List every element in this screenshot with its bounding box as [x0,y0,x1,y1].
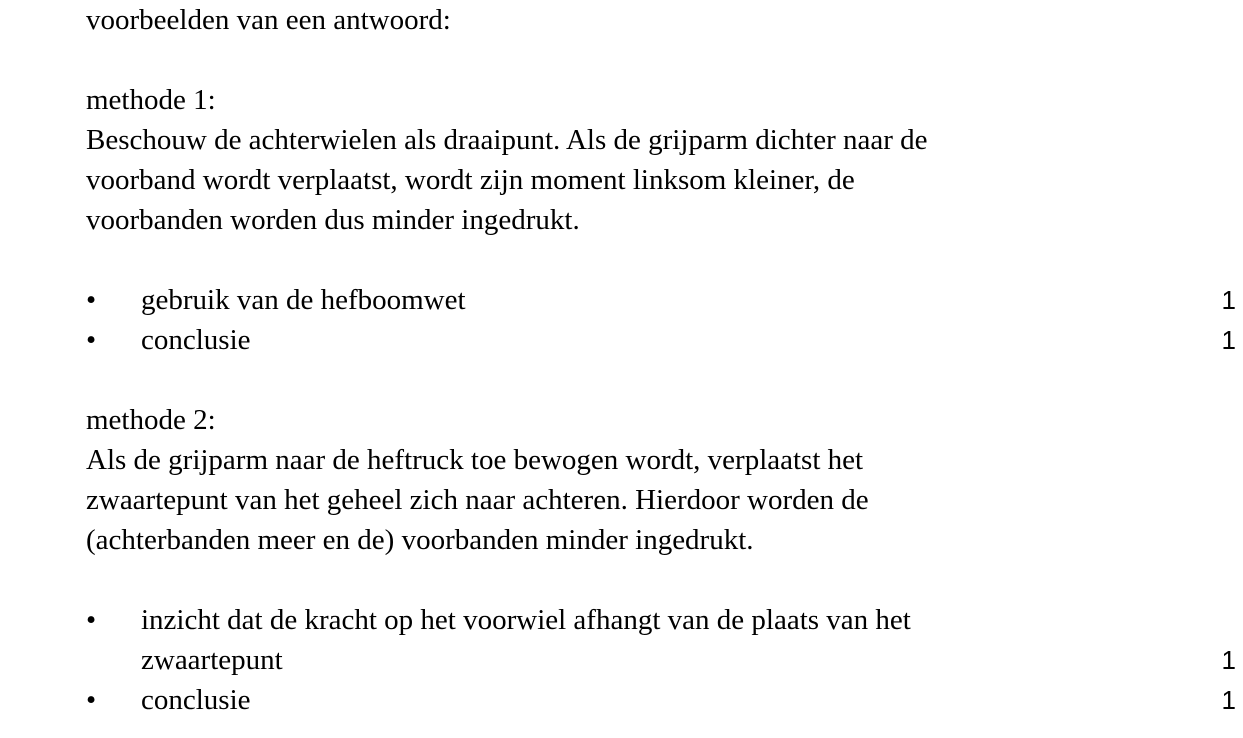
bullet-icon: • [86,684,97,716]
method-1-heading: methode 1: [86,84,216,116]
scoring-criterion [86,600,1236,680]
criterion-line: conclusie [141,684,251,716]
scoring-criterion [86,680,1236,720]
bullet-icon: • [86,284,97,316]
method-1-line-2: voorband wordt verplaatst, wordt zijn moment linksom kleiner, de [86,164,855,196]
spacer [86,360,1236,400]
method-1-line-3: voorbanden worden dus minder ingedrukt. [86,204,580,236]
criterion-line: conclusie [141,324,251,356]
method-1-section [86,80,1236,360]
criterion-points: 1 [1221,285,1236,315]
criterion-text [141,320,1141,360]
intro-text: voorbeelden van een antwoord: [86,4,451,36]
answer-document [86,0,1236,720]
criterion-line: zwaartepunt [141,644,283,676]
method-2-line-1: Als de grijparm naar de heftruck toe bewogen wordt, verplaatst het [86,444,864,476]
method-2-section [86,400,1236,720]
criterion-line: inzicht dat de kracht op het voorwiel afhangt van de plaats van het [141,604,911,636]
method-2-line-2: zwaartepunt van het geheel zich naar achteren. Hierdoor worden de [86,484,869,516]
criterion-points: 1 [1221,325,1236,355]
criterion-points: 1 [1221,645,1236,675]
method-2-line-3: (achterbanden meer en de) voorbanden minder ingedrukt. [86,524,754,556]
criterion-points: 1 [1221,685,1236,715]
scoring-criterion [86,280,1236,320]
criterion-text [141,280,1141,320]
bullet-icon: • [86,604,97,636]
criterion-text [141,600,1141,680]
method-2-heading: methode 2: [86,404,216,436]
scoring-criterion [86,320,1236,360]
criterion-line: gebruik van de hefboomwet [141,284,466,316]
criterion-text [141,680,1141,720]
spacer [86,560,1236,600]
method-1-line-1: Beschouw de achterwielen als draaipunt. Als de grijparm dichter naar de [86,124,928,156]
spacer [86,240,1236,280]
spacer [86,40,1236,80]
bullet-icon: • [86,324,97,356]
